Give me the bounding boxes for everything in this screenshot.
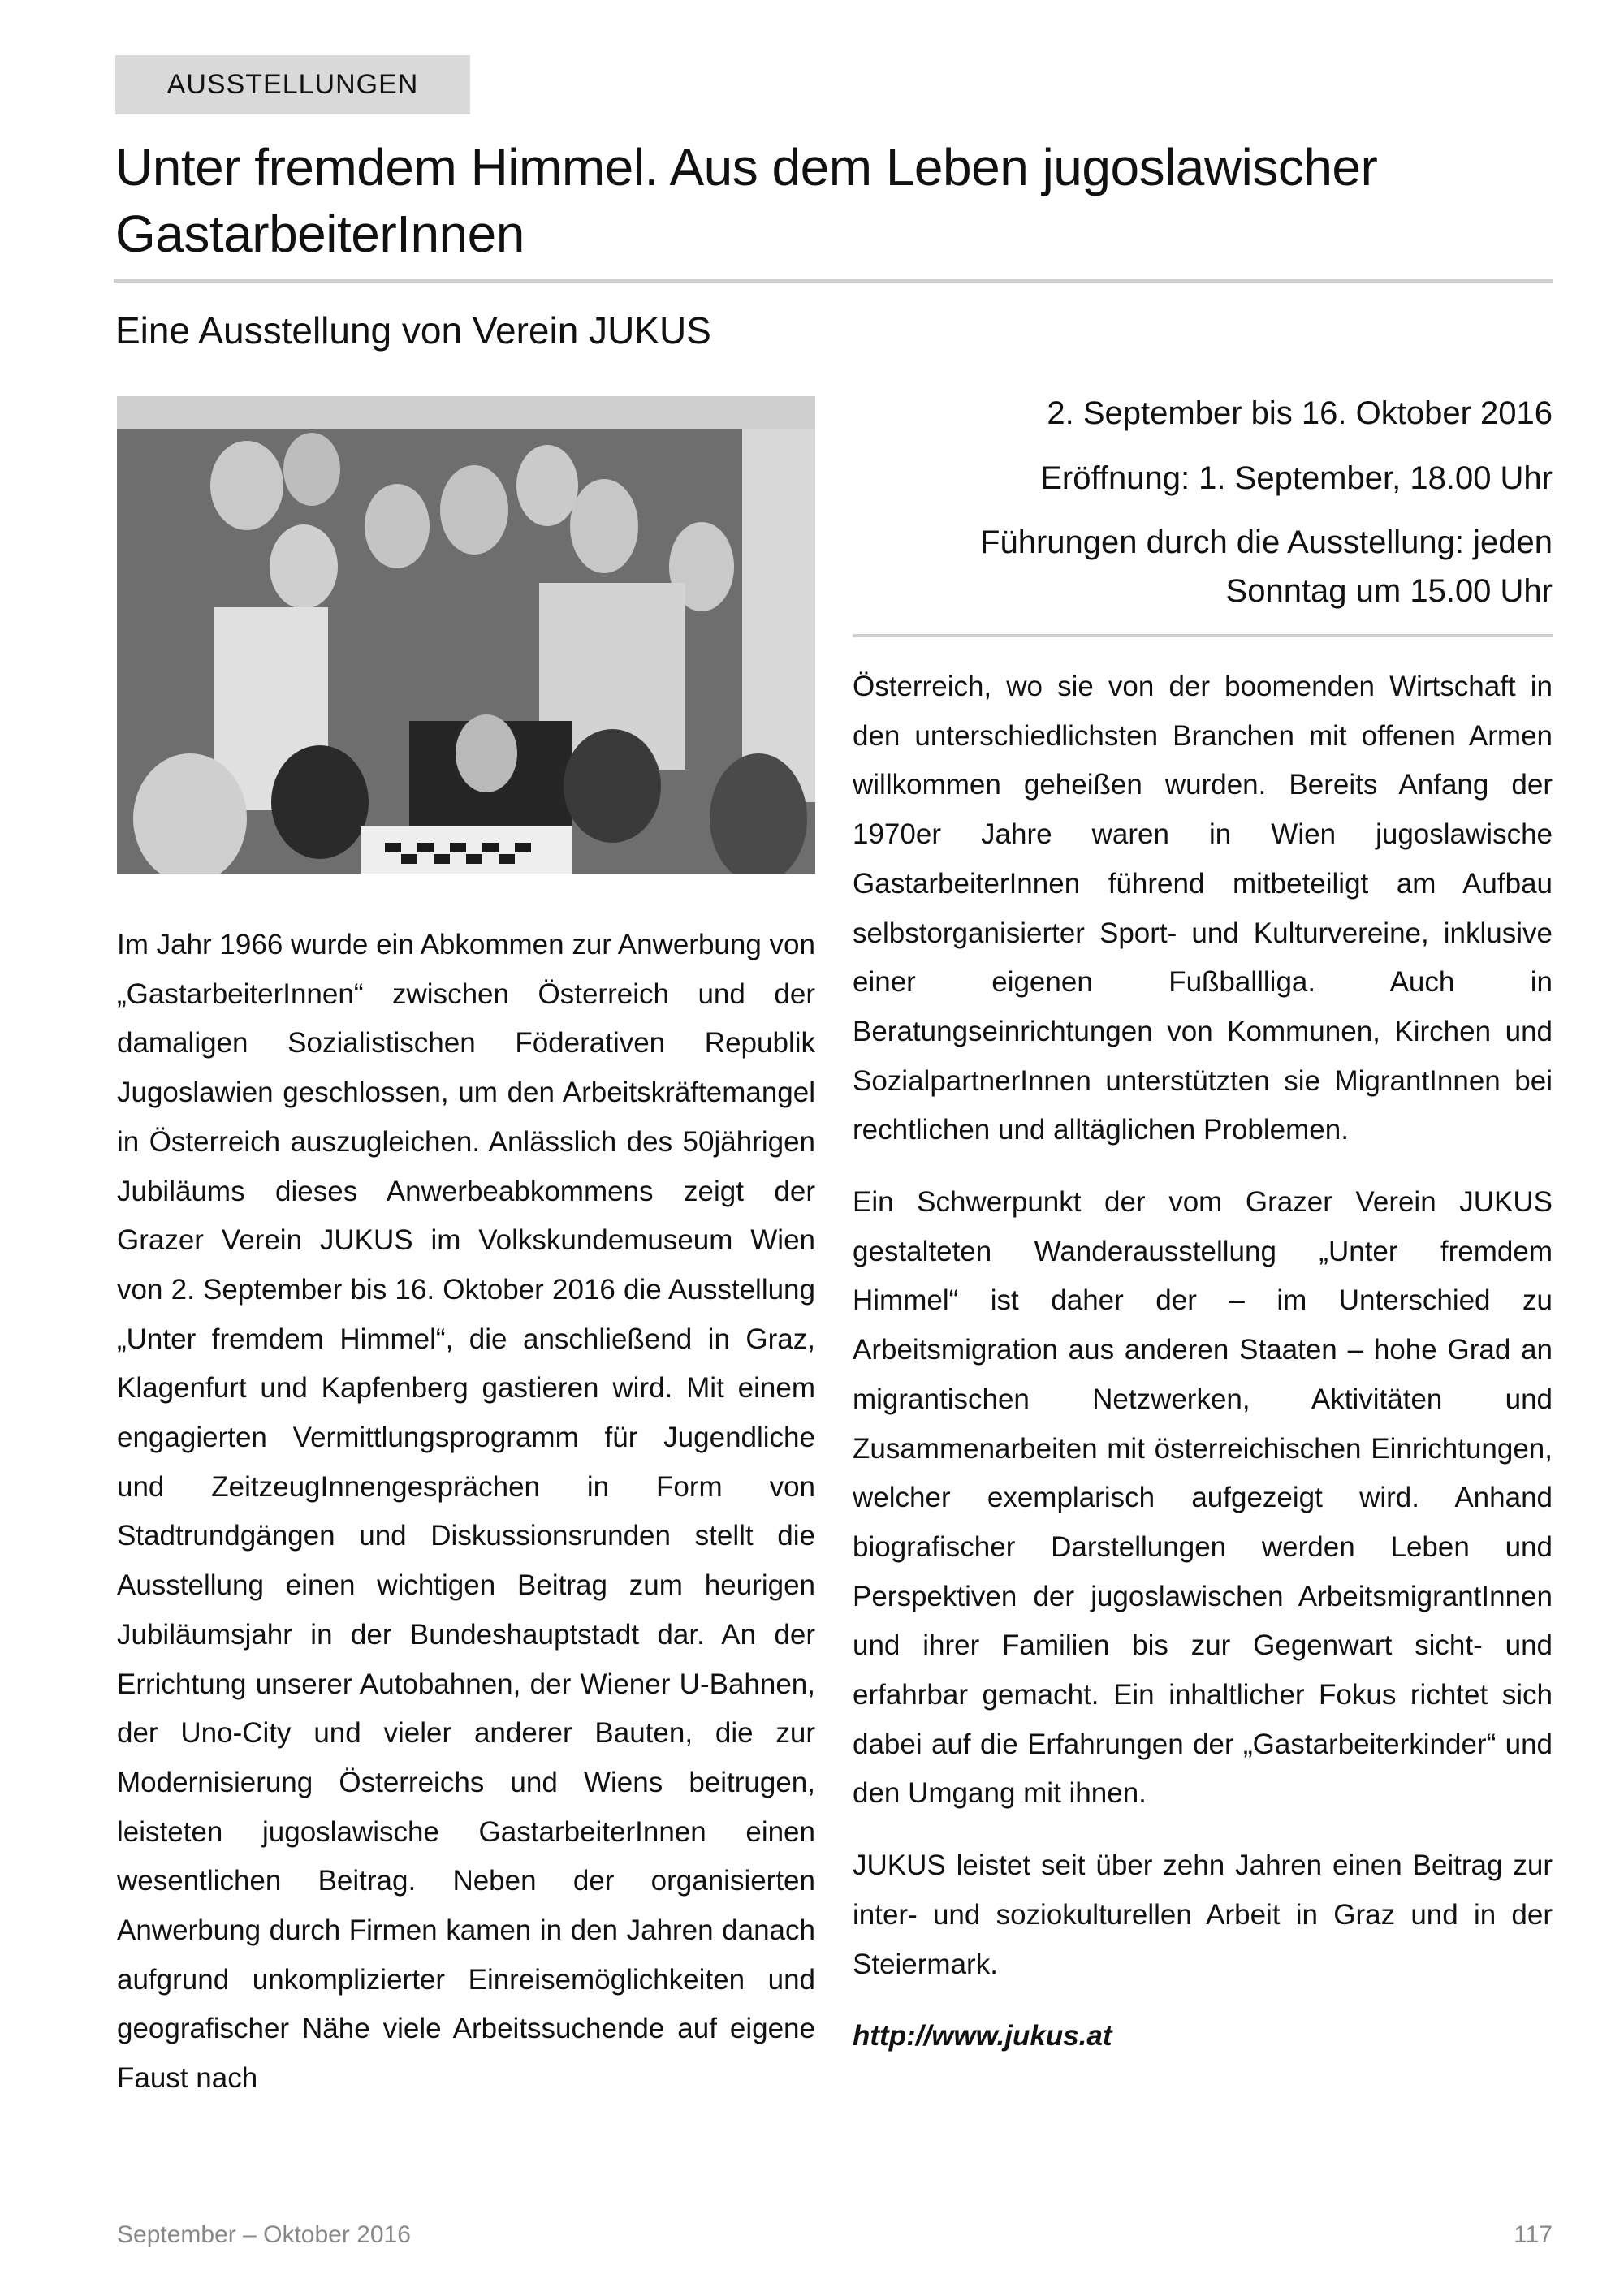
page-title: Unter fremdem Himmel. Aus dem Leben jugoslawischer GastarbeiterInnen	[115, 138, 1378, 263]
section-tag: AUSSTELLUNGEN	[115, 55, 470, 114]
photo-placeholder-icon	[117, 396, 815, 874]
article-paragraph: Ein Schwerpunkt der vom Grazer Verein JUKUS gestalteten Wanderausstellung „Unter fremdem Himmel“ ist daher der – im Unterschied zu Arbeitsmigration aus anderen Staaten – hohe Grad an migrantischen Netzwerken, Aktivitäten und Zusammenarbeiten mit österreichischen Einrichtungen, welcher exemplarisch aufgezeigt wird. Anhand biografischer Darstellungen werden Leben und Perspektiven der jugoslawischen ArbeitsmigrantInnen und ihrer Familien bis zur Gegenwart sicht- und erfahrbar gemacht. Ein inhaltlicher Fokus richtet sich dabei auf die Erfahrungen der „Gastarbeiterkinder“ und den Umgang mit ihnen.	[853, 1186, 1553, 1810]
article-column-left	[117, 921, 815, 2104]
article-paragraph: JUKUS leistet seit über zehn Jahren einen Beitrag zur inter- und soziokulturellen Arbeit in Graz und in der Steiermark.	[853, 1849, 1553, 1980]
article-paragraph: Im Jahr 1966 wurde ein Abkommen zur Anwerbung von „GastarbeiterInnen“ zwischen Österreich und der damaligen Sozialistischen Föderativen Republik Jugoslawien geschlossen, um den Arbeitskräftemangel in Österreich auszugleichen. Anlässlich des 50jährigen Jubiläums dieses Anwerbeabkommens zeigt der Grazer Verein JUKUS im Volkskundemuseum Wien von 2. September bis 16. Oktober 2016 die Ausstellung „Unter fremdem Himmel“, die anschließend in Graz, Klagenfurt und Kapfenberg gastieren wird. Mit einem engagierten Vermittlungsprogramm für Jugendliche und ZeitzeugInnengesprächen in Form von Stadtrundgängen und Diskussionsrunden stellt die Ausstellung einen wichtigen Beitrag zum heurigen Jubiläumsjahr in der Bundeshauptstadt dar. An der Errichtung unserer Autobahnen, der Wiener U-Bahnen, der Uno-City und vieler anderer Bauten, die zur Modernisierung Österreichs und Wiens beitrugen, leisteten jugoslawische GastarbeiterInnen einen wesentlichen Beitrag. Neben der organisierten Anwerbung durch Firmen kamen in den Jahren danach aufgrund unkomplizierter Einreisemöglichkeiten und geografischer Nähe viele Arbeitssuchende auf eigene Faust nach	[117, 929, 815, 2095]
page-number: 117	[1514, 2221, 1553, 2248]
footer-issue: September – Oktober 2016	[117, 2221, 411, 2248]
info-divider	[853, 634, 1553, 637]
guided-tours: Führungen durch die Ausstellung: jeden Sonntag um 15.00 Uhr	[980, 524, 1553, 609]
exhibition-dates: 2. September bis 16. Oktober 2016	[1047, 395, 1553, 431]
page-subtitle: Eine Ausstellung von Verein JUKUS	[115, 309, 711, 352]
article-paragraph: Österreich, wo sie von der boomenden Wirtschaft in den unterschiedlichsten Branchen mit offenen Armen willkommen geheißen wurden. Bereits Anfang der 1970er Jahre waren in Wien jugoslawische GastarbeiterInnen führend mitbeteiligt am Aufbau selbstorganisierter Sport- und Kulturvereine, inklusive einer eigenen Fußballliga. Auch in Beratungseinrichtungen von Kommunen, Kirchen und SozialpartnerInnen unterstützten sie MigrantInnen bei rechtlichen und alltäglichen Problemen.	[853, 671, 1553, 1146]
article-column-right	[853, 662, 1553, 2061]
opening-time: Eröffnung: 1. September, 18.00 Uhr	[1040, 460, 1553, 496]
jukus-website-link[interactable]: http://www.jukus.at	[853, 2020, 1112, 2052]
title-divider	[114, 279, 1553, 283]
event-info	[853, 388, 1553, 615]
exhibition-photo	[117, 396, 815, 874]
